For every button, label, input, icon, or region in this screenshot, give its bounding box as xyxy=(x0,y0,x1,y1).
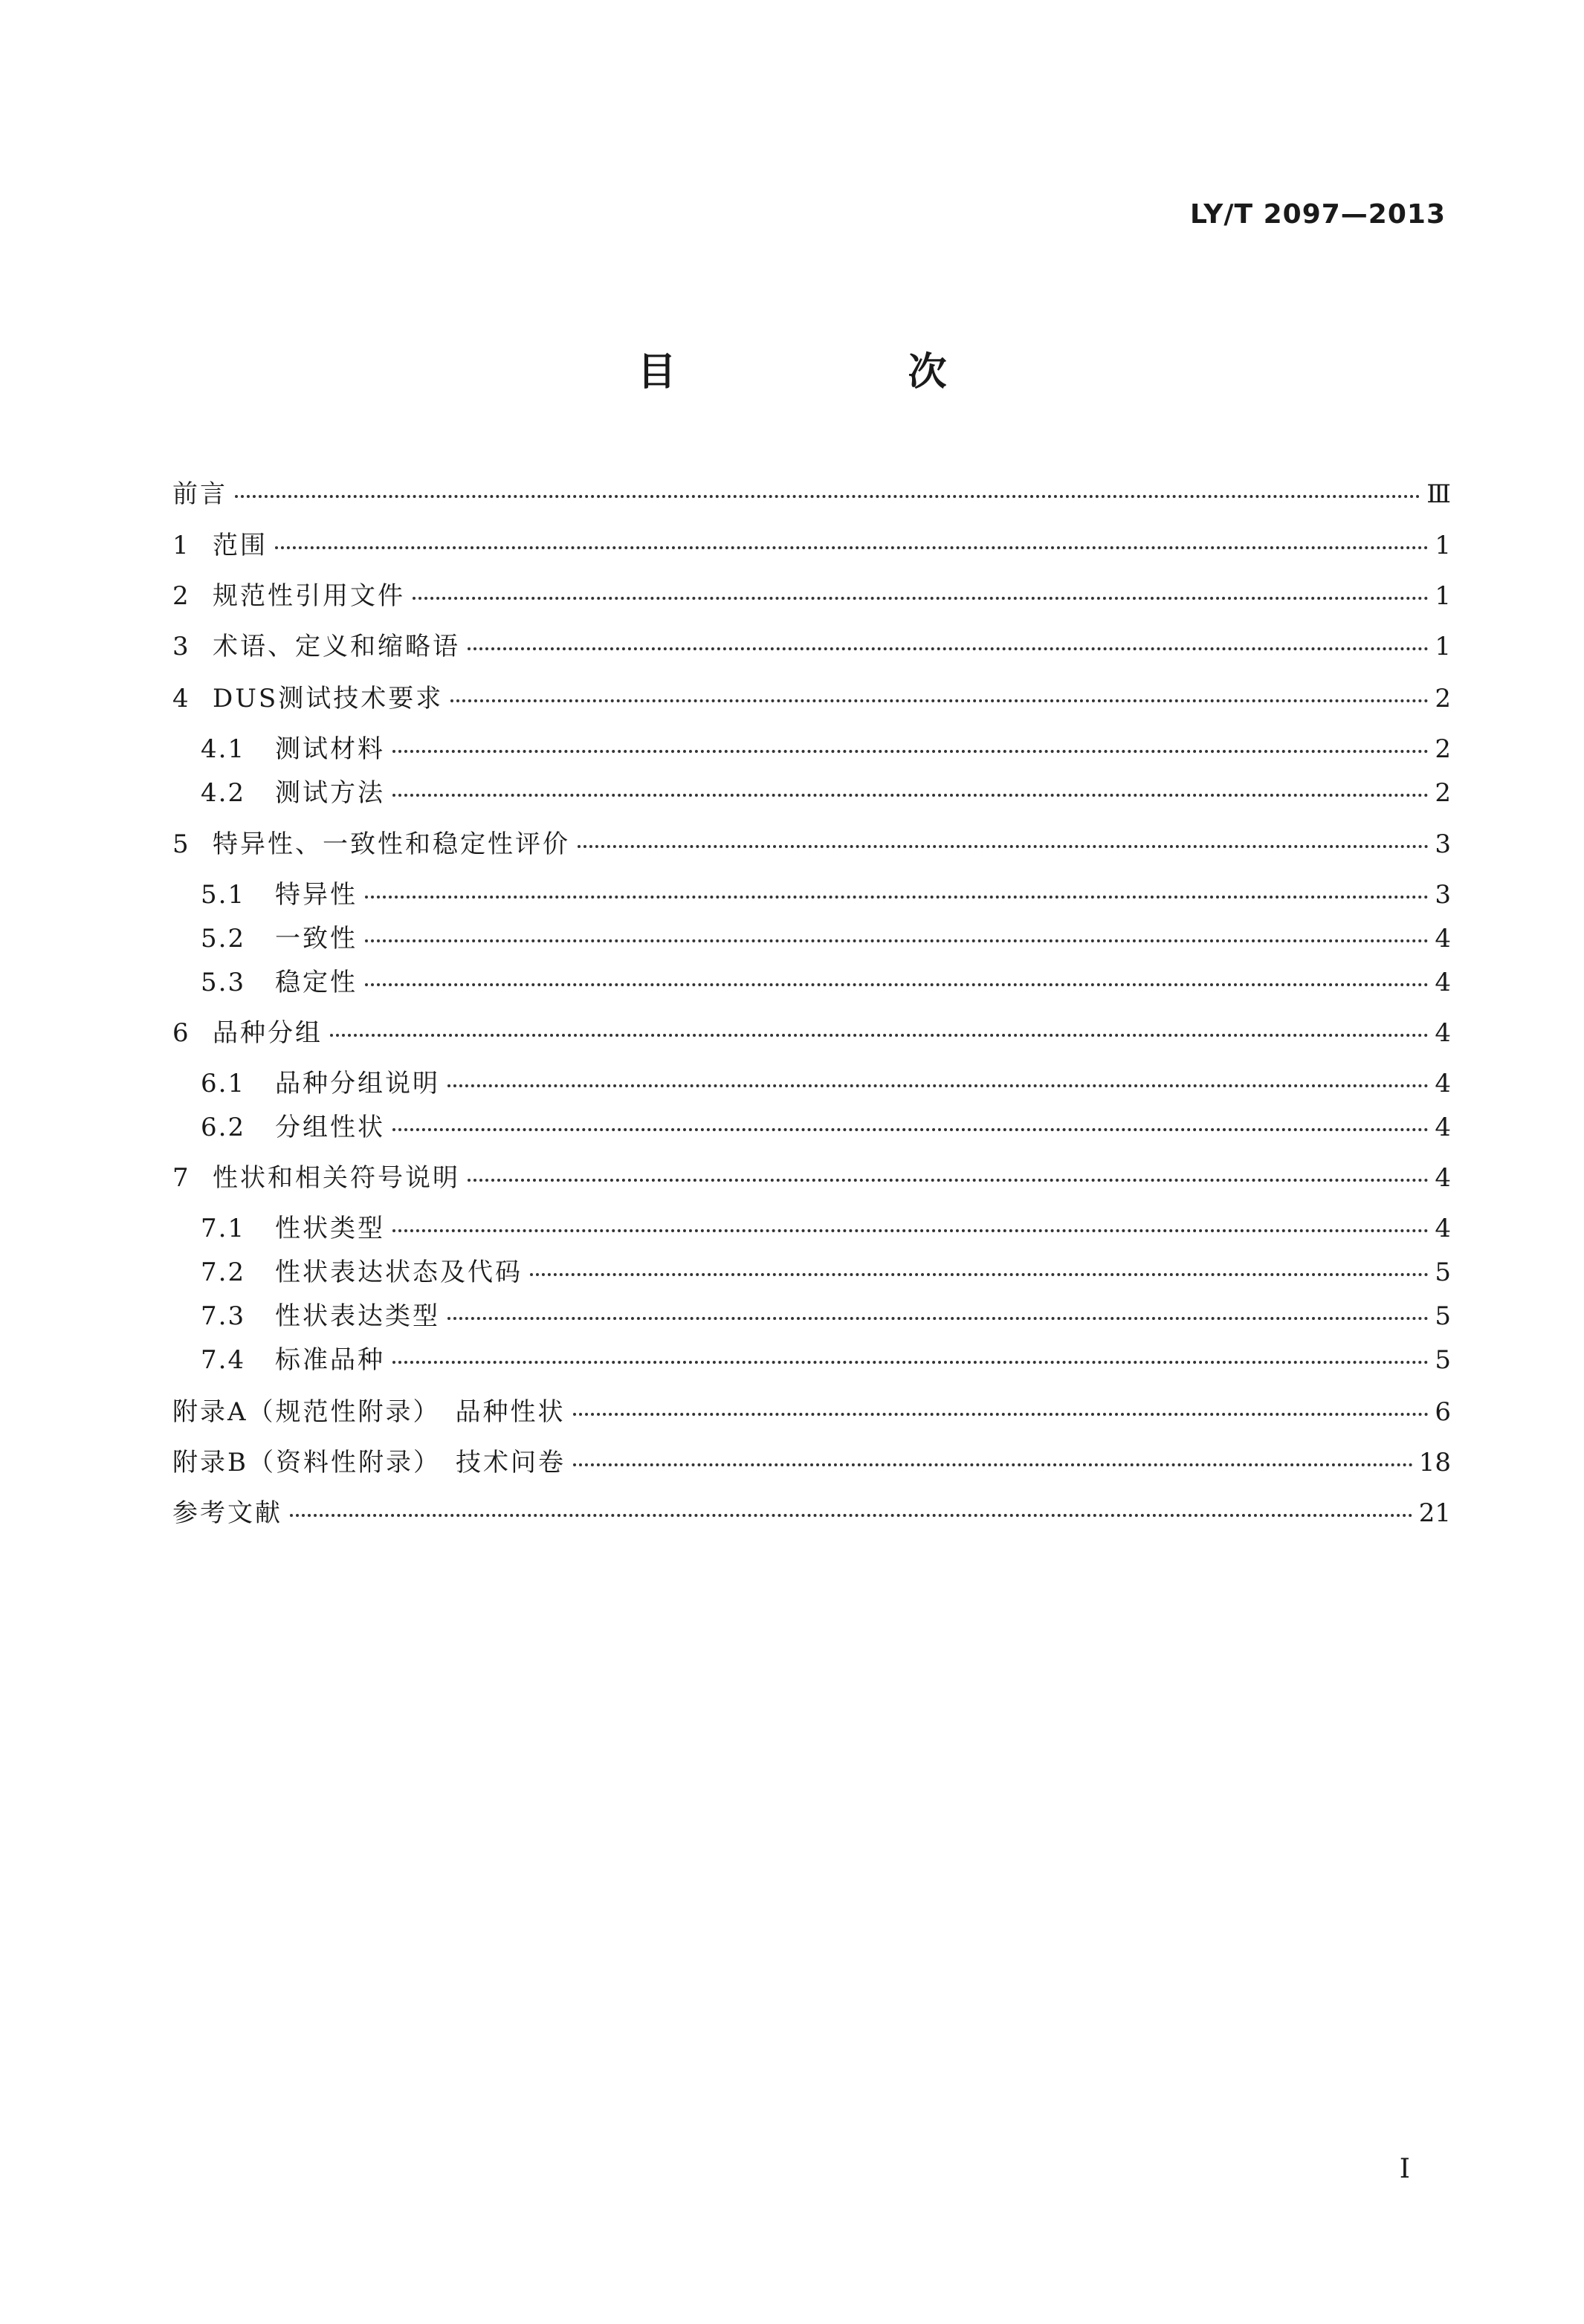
toc-entry-4[interactable] xyxy=(172,680,1451,717)
toc-leader-dots xyxy=(290,1514,1413,1517)
toc-leader-dots xyxy=(413,597,1429,600)
toc-entry-title: 性状和相关符号说明 xyxy=(213,1163,460,1193)
toc-entry-page: 6 xyxy=(1435,1397,1451,1427)
toc-entry-3[interactable] xyxy=(172,628,1451,665)
toc-entry-7[interactable] xyxy=(172,1159,1451,1197)
toc-entry-number: 7.3 xyxy=(201,1301,246,1331)
toc-entry-page: 3 xyxy=(1435,829,1451,859)
toc-leader-dots xyxy=(573,1463,1413,1466)
toc-entry-5[interactable] xyxy=(172,826,1451,863)
toc-entry-page: 4 xyxy=(1435,1214,1451,1243)
toc-entry-title: 附录A（规范性附录） 品种性状 xyxy=(172,1397,566,1427)
toc-entry-2[interactable] xyxy=(172,577,1451,615)
toc-entry-number: 7 xyxy=(172,1163,189,1193)
toc-entry-number: 6.2 xyxy=(201,1113,246,1142)
toc-entry-page: 2 xyxy=(1435,684,1451,713)
toc-entry-page: 5 xyxy=(1435,1345,1451,1375)
toc-entry-title: 测试材料 xyxy=(275,734,385,764)
toc-leader-dots xyxy=(578,845,1429,848)
toc-entry-number: 2 xyxy=(172,581,189,611)
toc-entry-title: 范围 xyxy=(213,531,268,560)
toc-entry-6-1[interactable] xyxy=(201,1065,1451,1102)
toc-entry-5-1[interactable] xyxy=(201,876,1451,913)
toc-entry-page: 5 xyxy=(1435,1258,1451,1287)
toc-entry-title: 规范性引用文件 xyxy=(213,581,405,611)
toc-entry-page: 4 xyxy=(1435,1163,1451,1193)
toc-entry-page: Ⅲ xyxy=(1426,479,1451,509)
toc-leader-dots xyxy=(235,495,1420,498)
toc-entry-page: 4 xyxy=(1435,924,1451,954)
toc-entry-title: 稳定性 xyxy=(275,968,358,997)
toc-entry-foreword[interactable] xyxy=(172,476,1451,513)
toc-leader-dots xyxy=(450,699,1429,702)
toc-leader-dots xyxy=(275,546,1429,549)
toc-entry-page: 1 xyxy=(1435,531,1451,560)
toc-leader-dots xyxy=(365,983,1429,986)
toc-entry-number: 5 xyxy=(172,829,189,859)
toc-entry-7-3[interactable] xyxy=(201,1298,1451,1335)
toc-leader-dots xyxy=(330,1034,1429,1037)
toc-entry-number: 7.2 xyxy=(201,1258,246,1287)
document-code: LY/T 2097—2013 xyxy=(1189,199,1446,230)
toc-leader-dots xyxy=(392,1361,1429,1364)
toc-entry-title: 分组性状 xyxy=(275,1113,385,1142)
toc-entry-4-2[interactable] xyxy=(201,774,1451,812)
toc-entry-title: 术语、定义和缩略语 xyxy=(213,632,460,661)
toc-entry-title: 前言 xyxy=(172,479,227,509)
toc-entry-page: 2 xyxy=(1435,778,1451,808)
toc-leader-dots xyxy=(392,1229,1429,1232)
toc-entry-7-1[interactable] xyxy=(201,1210,1451,1247)
toc-leader-dots xyxy=(468,1179,1429,1182)
toc-entry-number: 5.3 xyxy=(201,968,246,997)
toc-entry-7-2[interactable] xyxy=(201,1254,1451,1291)
toc-entry-title: 品种分组 xyxy=(213,1018,323,1048)
toc-entry-page: 4 xyxy=(1435,1018,1451,1048)
toc-entry-title: 附录B（资料性附录） 技术问卷 xyxy=(172,1448,566,1477)
toc-entry-number: 5.1 xyxy=(201,880,246,910)
toc-entry-page: 5 xyxy=(1435,1301,1451,1331)
toc-leader-dots xyxy=(365,939,1429,942)
toc-entry-page: 2 xyxy=(1435,734,1451,764)
toc-entry-number: 7.4 xyxy=(201,1345,246,1375)
toc-entry-number: 4 xyxy=(172,684,189,713)
toc-entry-title: 性状表达状态及代码 xyxy=(275,1258,523,1287)
toc-entry-7-4[interactable] xyxy=(201,1341,1451,1379)
toc-entry-title: 测试方法 xyxy=(275,778,385,808)
toc-entry-number: 5.2 xyxy=(201,924,246,954)
toc-leader-dots xyxy=(468,647,1429,650)
toc-entry-4-1[interactable] xyxy=(201,731,1451,768)
toc-entry-page: 4 xyxy=(1435,1113,1451,1142)
toc-entry-title: 一致性 xyxy=(275,924,358,954)
toc-entry-title: 性状类型 xyxy=(275,1214,385,1243)
toc-entry-number: 6.1 xyxy=(201,1069,246,1098)
toc-entry-number: 7.1 xyxy=(201,1214,246,1243)
toc-leader-dots xyxy=(447,1317,1429,1320)
toc-entry-number: 1 xyxy=(172,531,189,560)
toc-entry-page: 1 xyxy=(1435,581,1451,611)
toc-leader-dots xyxy=(392,1128,1429,1131)
toc-entry-page: 21 xyxy=(1418,1498,1451,1528)
toc-entry-page: 1 xyxy=(1435,632,1451,661)
toc-entry-number: 4.2 xyxy=(201,778,246,808)
toc-entry-references[interactable] xyxy=(172,1495,1451,1532)
toc-entry-title: 参考文献 xyxy=(172,1498,282,1528)
toc-leader-dots xyxy=(392,750,1429,753)
toc-leader-dots xyxy=(573,1413,1429,1416)
toc-entry-page: 4 xyxy=(1435,1069,1451,1098)
toc-entry-6-2[interactable] xyxy=(201,1109,1451,1146)
toc-entry-page: 4 xyxy=(1435,968,1451,997)
toc-entry-title: DUS测试技术要求 xyxy=(213,684,444,713)
toc-entry-page: 3 xyxy=(1435,880,1451,910)
toc-entry-title: 性状表达类型 xyxy=(275,1301,440,1331)
toc-leader-dots xyxy=(530,1273,1429,1276)
page-number: I xyxy=(1399,2154,1410,2184)
toc-leader-dots xyxy=(447,1084,1429,1087)
toc-entry-title: 品种分组说明 xyxy=(275,1069,440,1098)
toc-leader-dots xyxy=(392,794,1429,797)
toc-entry-1[interactable] xyxy=(172,527,1451,564)
toc-entry-title: 特异性、一致性和稳定性评价 xyxy=(213,829,570,859)
toc-entry-5-3[interactable] xyxy=(201,964,1451,1001)
toc-entry-title: 标准品种 xyxy=(275,1345,385,1375)
toc-entry-appendix-b[interactable] xyxy=(172,1444,1451,1481)
toc-entry-number: 3 xyxy=(172,632,189,661)
toc-entry-6[interactable] xyxy=(172,1014,1451,1052)
page-title: 目 次 xyxy=(637,350,1044,395)
toc-leader-dots xyxy=(365,896,1429,899)
toc-entry-appendix-a[interactable] xyxy=(172,1394,1451,1431)
toc-entry-number: 6 xyxy=(172,1018,189,1048)
toc-entry-title: 特异性 xyxy=(275,880,358,910)
toc-entry-number: 4.1 xyxy=(201,734,246,764)
toc-entry-page: 18 xyxy=(1418,1448,1451,1477)
toc-entry-5-2[interactable] xyxy=(201,920,1451,957)
